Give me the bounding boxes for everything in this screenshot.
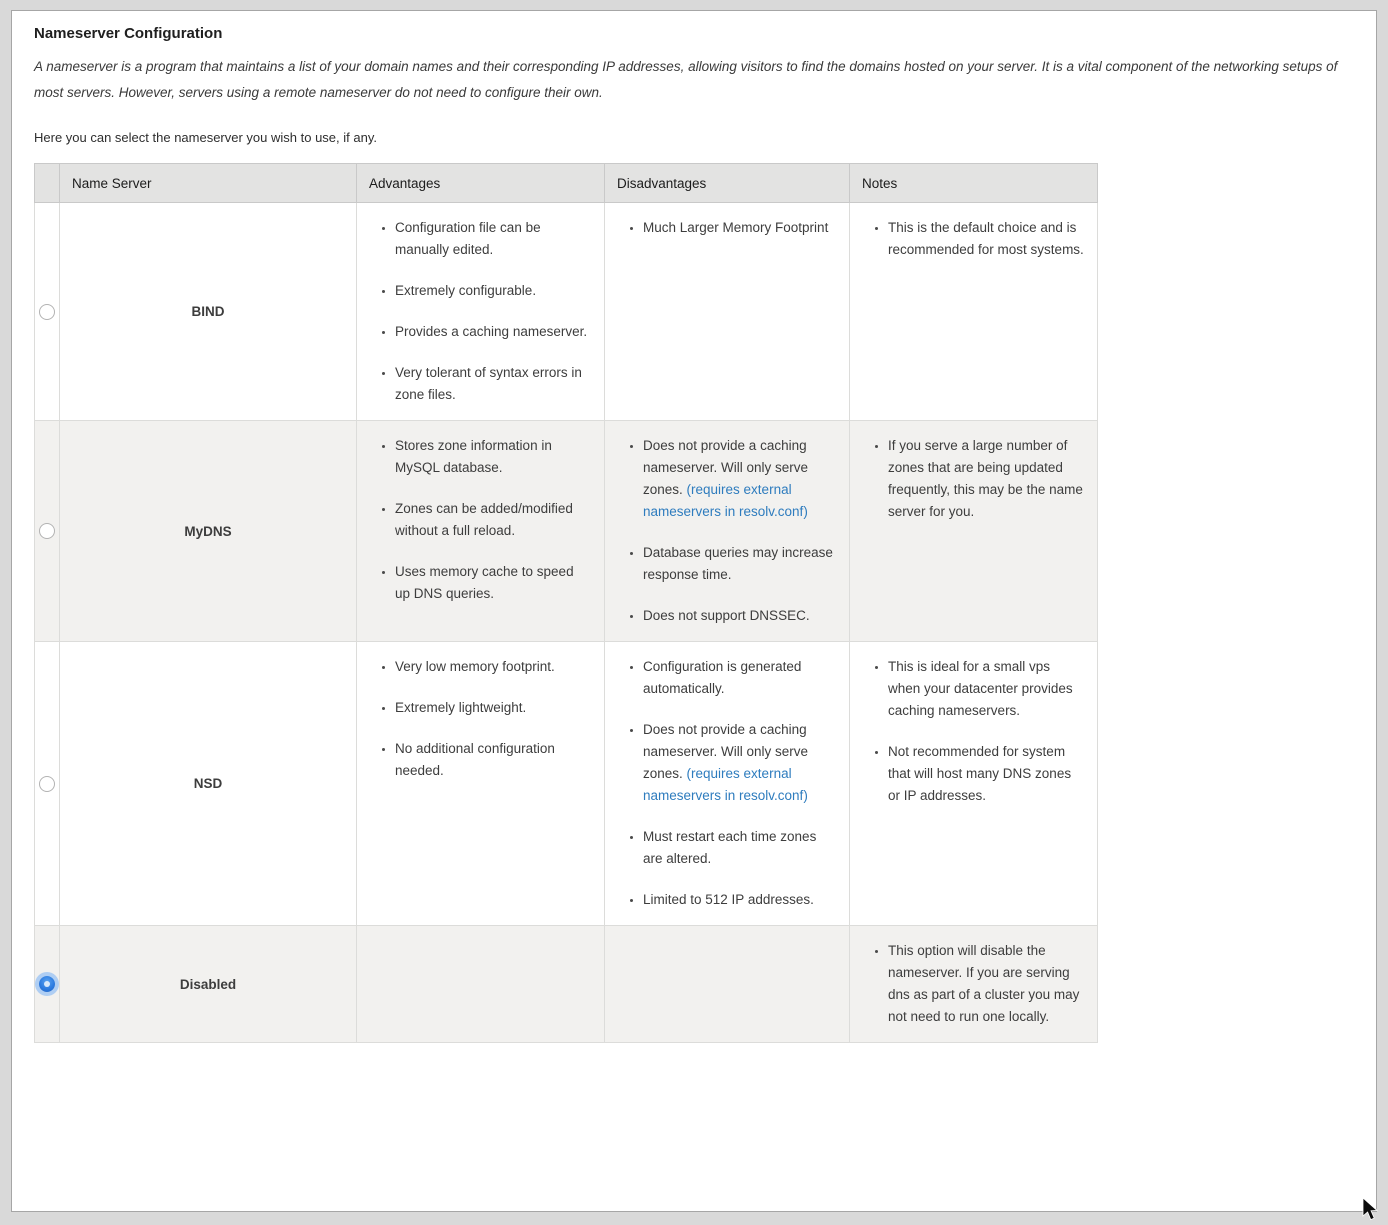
table-header-row [35, 164, 1098, 203]
column-header-name-server: Name Server [60, 164, 357, 203]
list-item: • Not recommended for system that will host many DNS zones or IP addresses. [888, 741, 1085, 807]
list-item: • Does not provide a caching nameserver. Will only serve zones. (requires external nameservers in resolv.conf) [643, 719, 837, 807]
list-item: • Database queries may increase response time. [643, 542, 837, 586]
list-item: • Configuration file can be manually edited. [395, 217, 592, 261]
list-item: • If you serve a large number of zones that are being updated frequently, this may be the name server for you. [888, 435, 1085, 523]
column-header-notes: Notes [850, 164, 1098, 203]
list-item: • Limited to 512 IP addresses. [643, 889, 837, 911]
nameserver-name-nsd: NSD [60, 642, 357, 926]
list-item: • This option will disable the nameserver. If you are serving dns as part of a cluster you may not need to run one locally. [888, 940, 1085, 1028]
radio-mydns[interactable] [39, 523, 55, 539]
radio-nsd[interactable] [39, 776, 55, 792]
list-item: • Very low memory footprint. [395, 656, 592, 678]
list-item: • Must restart each time zones are altered. [643, 826, 837, 870]
table-row-mydns [35, 421, 1098, 642]
disabled-notes-cell [850, 926, 1098, 1043]
list-item: • No additional configuration needed. [395, 738, 592, 782]
bind-notes-cell [850, 203, 1098, 421]
bind-advantages-cell [357, 203, 605, 421]
mydns-advantages-list [371, 435, 592, 605]
bind-notes-list [864, 217, 1085, 261]
nsd-notes-list [864, 656, 1085, 807]
nameserver-name-disabled: Disabled [60, 926, 357, 1043]
list-item: • Stores zone information in MySQL database. [395, 435, 592, 479]
column-header-advantages: Advantages [357, 164, 605, 203]
bind-radio-cell [35, 203, 60, 421]
column-header-disadvantages: Disadvantages [605, 164, 850, 203]
nsd-radio-cell [35, 642, 60, 926]
list-item: • Provides a caching nameserver. [395, 321, 592, 343]
list-item: • Configuration is generated automatically. [643, 656, 837, 700]
resolv-conf-link[interactable]: (requires external nameservers in resolv.conf) [643, 482, 808, 519]
disabled-advantages-cell [357, 926, 605, 1043]
bind-disadvantages-list [619, 217, 837, 239]
list-item: • Extremely configurable. [395, 280, 592, 302]
mydns-disadvantages-cell [605, 421, 850, 642]
nsd-notes-cell [850, 642, 1098, 926]
intro-description: A nameserver is a program that maintains a list of your domain names and their corresponding IP addresses, allowing visitors to find the domains hosted on your server. It is a vital component of the networking setups of most servers. However, servers using a remote nameserver do not need to configure their own. [34, 59, 1338, 100]
list-item: • Does not provide a caching nameserver. Will only serve zones. (requires external nameservers in resolv.conf) [643, 435, 837, 523]
radio-disabled[interactable] [39, 976, 55, 992]
bind-disadvantages-cell [605, 203, 850, 421]
nsd-disadvantages-list [619, 656, 837, 911]
page-title: Nameserver Configuration [34, 25, 223, 42]
list-item: • This is the default choice and is recommended for most systems. [888, 217, 1085, 261]
column-header-radio [35, 164, 60, 203]
list-item: • Extremely lightweight. [395, 697, 592, 719]
table-row-nsd [35, 642, 1098, 926]
nameserver-name-mydns: MyDNS [60, 421, 357, 642]
nameserver-table [34, 163, 1098, 1043]
table-row-disabled [35, 926, 1098, 1043]
mydns-radio-cell [35, 421, 60, 642]
mydns-notes-cell [850, 421, 1098, 642]
resolv-conf-link[interactable]: (requires external nameservers in resolv.conf) [643, 766, 808, 803]
list-item: • This is ideal for a small vps when your datacenter provides caching nameservers. [888, 656, 1085, 722]
mydns-advantages-cell [357, 421, 605, 642]
list-item: • Very tolerant of syntax errors in zone files. [395, 362, 592, 406]
select-prompt: Here you can select the nameserver you wish to use, if any. [34, 130, 377, 145]
list-item: • Uses memory cache to speed up DNS queries. [395, 561, 592, 605]
disabled-notes-list [864, 940, 1085, 1028]
radio-bind[interactable] [39, 304, 55, 320]
list-item: • Zones can be added/modified without a full reload. [395, 498, 592, 542]
mydns-notes-list [864, 435, 1085, 523]
bind-advantages-list [371, 217, 592, 406]
nameserver-name-bind: BIND [60, 203, 357, 421]
disabled-radio-cell [35, 926, 60, 1043]
page-panel [11, 10, 1377, 1212]
nsd-advantages-cell [357, 642, 605, 926]
list-item: • Much Larger Memory Footprint [643, 217, 837, 239]
nameserver-table-body [35, 203, 1098, 1043]
table-row-bind [35, 203, 1098, 421]
mydns-disadvantages-list [619, 435, 837, 627]
nsd-advantages-list [371, 656, 592, 782]
disabled-disadvantages-cell [605, 926, 850, 1043]
nsd-disadvantages-cell [605, 642, 850, 926]
list-item: • Does not support DNSSEC. [643, 605, 837, 627]
